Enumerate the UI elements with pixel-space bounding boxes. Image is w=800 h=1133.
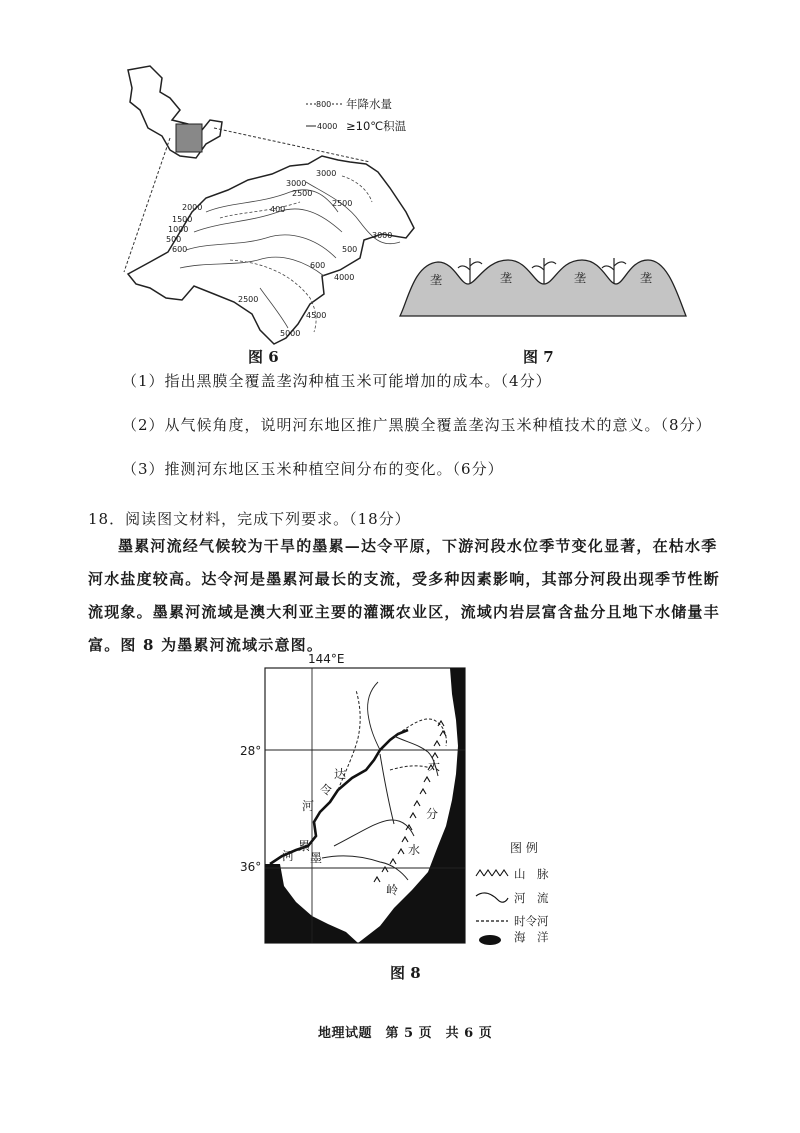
contour-label: 600 — [172, 245, 188, 254]
contour-label: 1000 — [168, 225, 189, 234]
label-lei: 累 — [298, 839, 311, 853]
contour-label: 3000 — [316, 169, 337, 178]
ridge-label: 垄 — [430, 273, 443, 287]
legend-precip-label: 年降水量 — [346, 97, 392, 111]
label-shui: 水 — [408, 843, 421, 857]
latitude-label-36: 36° — [240, 860, 262, 874]
legend-temp-sample: 4000 — [317, 122, 338, 131]
figure-8-map — [262, 650, 592, 946]
contour-label: 600 — [310, 261, 326, 270]
connector-line — [214, 128, 370, 162]
label-mo: 墨 — [310, 851, 323, 865]
question-17-2: （2）从气候角度，说明河东地区推广黑膜全覆盖垄沟玉米种植技术的意义。（8分） — [122, 416, 712, 434]
contour-label: 500 — [342, 245, 358, 254]
legend-river-icon — [476, 893, 508, 902]
figure-6-caption: 图 6 — [248, 348, 279, 366]
ridge-label: 垄 — [574, 271, 587, 285]
legend-river: 河 流 — [514, 891, 549, 905]
label-he-darling: 河 — [302, 799, 315, 813]
label-fen: 分 — [426, 807, 439, 821]
contour-label: 3000 — [286, 179, 307, 188]
legend-temp-label: ≥10℃积温 — [346, 119, 407, 133]
legend-ocean-icon — [479, 935, 501, 945]
contour-label: 2500 — [292, 189, 313, 198]
contour-label: 2500 — [238, 295, 259, 304]
question-17-1: （1）指出黑膜全覆盖垄沟种植玉米可能增加的成本。（4分） — [122, 372, 552, 390]
contour-label: 500 — [166, 235, 182, 244]
contour-label: 1500 — [172, 215, 193, 224]
ridge-label: 垄 — [640, 271, 653, 285]
figure-7-ridges — [398, 240, 688, 330]
province-outline — [128, 66, 222, 158]
label-da-range: 大 — [428, 759, 441, 773]
page-footer: 地理试题 第 5 页 共 6 页 — [318, 1026, 493, 1041]
question-18-heading: 18．阅读图文材料，完成下列要求。（18分） — [88, 510, 411, 528]
legend-ocean: 海 洋 — [514, 930, 549, 944]
contour-label: 5000 — [280, 329, 301, 338]
contour-label: 400 — [270, 205, 286, 214]
contour-label: 2500 — [332, 199, 353, 208]
ridge-label: 垄 — [500, 271, 513, 285]
label-da: 达 — [334, 767, 347, 781]
legend-title: 图 例 — [510, 841, 538, 855]
contour-label: 4500 — [306, 311, 327, 320]
legend-mountain: 山 脉 — [514, 867, 549, 881]
longitude-label: 144°E — [308, 652, 345, 666]
legend-mountain-icon — [476, 870, 508, 876]
question-17-3: （3）推测河东地区玉米种植空间分布的变化。（6分） — [122, 460, 504, 478]
label-ling-range: 岭 — [386, 883, 399, 897]
figure-8-caption: 图 8 — [390, 964, 421, 982]
contour-label: 3000 — [372, 231, 393, 240]
region-outline — [128, 156, 414, 344]
legend-seasonal: 时令河 — [514, 914, 549, 928]
figure-7-caption: 图 7 — [523, 348, 554, 366]
connector-line — [124, 138, 170, 272]
contour-label: 4000 — [334, 273, 355, 282]
figure-6-map — [110, 62, 430, 347]
contour-label: 2000 — [182, 203, 203, 212]
latitude-label-28: 28° — [240, 744, 262, 758]
legend-precip-sample: 800 — [316, 100, 332, 109]
label-ling: 令 — [320, 783, 333, 797]
highlight-region — [176, 124, 202, 152]
label-he-murray: 河 — [282, 849, 295, 863]
question-18-paragraph: 墨累河流经气候较为干旱的墨累—达令平原，下游河段水位季节变化显著，在枯水季河水盐度较高。达令河是墨累河最长的支流，受多种因素影响，其部分河段出现季节性断流现象。墨累河流域是澳大利亚主要的灌溉农业区，流域内岩层富含盐分且地下水储量丰富。图 8 为墨累河流域示意图。 — [88, 537, 720, 654]
